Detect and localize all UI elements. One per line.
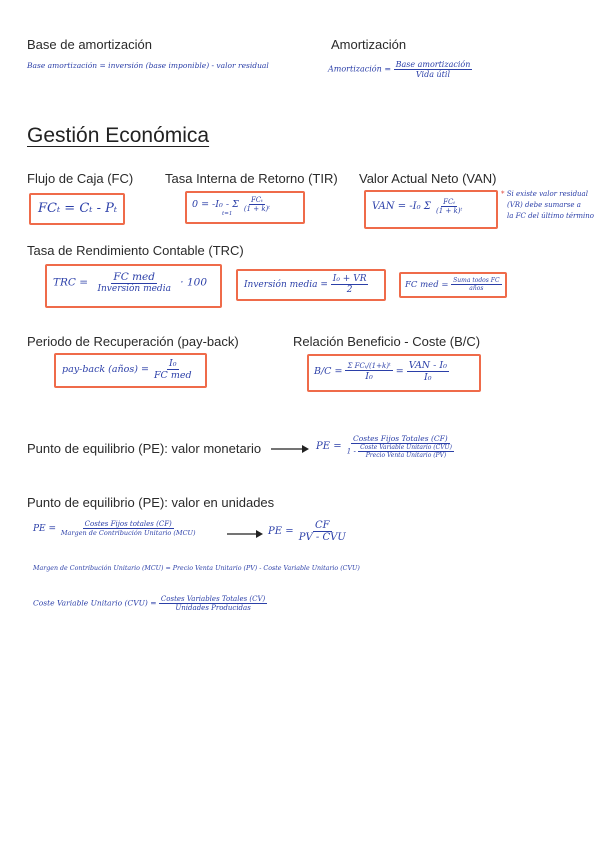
- fc-med-denominator: años: [469, 285, 484, 292]
- amortizacion-numerator: Base amortización: [395, 60, 471, 69]
- pe-unidades-lhs-2: PE =: [268, 526, 294, 537]
- pe-unidades-heading: Punto de equilibrio (PE): valor en unidades: [27, 495, 275, 510]
- trc-denominator: Inversión media: [97, 284, 171, 294]
- trc-lhs: TRC =: [53, 276, 89, 289]
- inversion-media-fraction: [331, 274, 369, 295]
- trc-fraction: [95, 271, 173, 294]
- arrow-right-icon-2: [226, 527, 264, 541]
- van-denominator: (1 + k)ᵗ: [436, 207, 463, 215]
- payback-denominator: FC med: [153, 370, 192, 381]
- payback-numerator: I₀: [168, 358, 177, 369]
- amortizacion-formula: [328, 60, 472, 79]
- pe-unidades-denominator: Margen de Contribución Unitario (MCU): [60, 529, 196, 537]
- pe-monetario-fraction: [345, 434, 456, 459]
- tir-lhs: 0 = -I₀ - Σ: [192, 199, 239, 210]
- payback-formula: [62, 358, 194, 381]
- trc-formula: [53, 271, 207, 294]
- pe-monetario-inner-denominator: Precio Venta Unitario (PV): [365, 452, 447, 459]
- trc-multiplier: · 100: [180, 276, 208, 289]
- fc-heading: Flujo de Caja (FC): [27, 171, 134, 186]
- amortizacion-fraction: [394, 60, 473, 79]
- payback-heading: Periodo de Recuperación (pay-back): [27, 334, 239, 349]
- arrow-right-icon: [270, 442, 310, 456]
- pe-monetario-inner-numerator: Coste Variable Unitario (CVU): [360, 444, 452, 451]
- cvu-lhs: Coste Variable Unitario (CVU) =: [33, 598, 157, 608]
- pe-monetario-denominator: [345, 444, 456, 459]
- tir-sum-index: t=1: [222, 211, 233, 217]
- pe-unidades-formula: [33, 520, 198, 537]
- pe-unidades-numerator-2: CF: [314, 520, 330, 531]
- fc-med-fraction: [451, 277, 501, 292]
- pe-monetario-heading: Punto de equilibrio (PE): valor monetario: [27, 441, 262, 456]
- payback-lhs: pay-back (años) =: [62, 364, 149, 375]
- amortizacion-heading: Amortización: [331, 37, 407, 52]
- inversion-media-denominator: 2: [346, 285, 353, 295]
- bc-fraction-2: [407, 360, 449, 383]
- payback-fraction: [152, 358, 194, 381]
- pe-unidades-fraction: [59, 520, 198, 537]
- pe-monetario-den-lead: 1 -: [346, 447, 356, 456]
- bc-numerator-2: VAN - I₀: [408, 360, 447, 371]
- fc-med-lhs: FC med =: [405, 280, 449, 290]
- trc-heading: Tasa de Rendimiento Contable (TRC): [27, 243, 244, 258]
- inversion-media-lhs: Inversión media =: [244, 280, 328, 290]
- amortizacion-lhs: Amortización =: [328, 64, 392, 74]
- bc-lhs: B/C =: [314, 366, 343, 377]
- bc-equals: =: [395, 366, 404, 377]
- bc-fraction: [345, 362, 392, 382]
- fc-formula: FCₜ = Cₜ - Pₜ: [38, 201, 118, 216]
- tir-numerator: FCₜ: [250, 196, 263, 204]
- pe-unidades-numerator: Costes Fijos totales (CF): [84, 520, 172, 528]
- bc-numerator: Σ FCₜ/(1+k)ᵗ: [347, 361, 391, 370]
- bc-formula: [314, 360, 449, 383]
- pe-unidades-fraction-2: [297, 520, 348, 543]
- note-star-icon: *: [501, 190, 505, 198]
- cvu-fraction: [159, 595, 267, 612]
- cvu-denominator: Unidades Producidas: [175, 604, 251, 612]
- base-amortizacion-formula: Base amortización = inversión (base imponible) - valor residual: [27, 61, 269, 70]
- bc-denominator-2: I₀: [424, 372, 432, 383]
- tir-fraction: [242, 196, 272, 213]
- inversion-media-numerator: I₀ + VR: [332, 274, 367, 284]
- pe-monetario-formula: [316, 434, 456, 459]
- van-note-line-2: (VR) debe sumarse a: [507, 201, 581, 209]
- fc-med-formula: [405, 277, 502, 292]
- van-fraction: [434, 198, 464, 215]
- tir-denominator: (1 + k)ᵗ: [243, 205, 271, 213]
- mcu-formula: Margen de Contribución Unitario (MCU) = Precio Venta Unitario (PV) - Coste Variable Unitario (CVU): [33, 565, 360, 572]
- fc-med-numerator: Suma todos FC: [453, 277, 500, 284]
- pe-unidades-denominator-2: PV - CVU: [298, 532, 346, 543]
- van-numerator: FCₜ: [443, 198, 456, 206]
- van-heading: Valor Actual Neto (VAN): [359, 171, 497, 186]
- page-title: Gestión Económica: [27, 124, 210, 147]
- tir-heading: Tasa Interna de Retorno (TIR): [165, 171, 338, 186]
- trc-numerator: FC med: [113, 271, 155, 283]
- van-formula: [372, 198, 464, 215]
- van-note: [501, 189, 594, 222]
- bc-denominator: I₀: [365, 370, 373, 382]
- van-lhs: VAN = -I₀ Σ: [372, 201, 431, 212]
- base-amortizacion-heading: Base de amortización: [27, 37, 153, 52]
- pe-monetario-inner-fraction: [358, 444, 454, 459]
- van-note-line-3: la FC del último término: [507, 212, 594, 220]
- inversion-media-formula: [244, 274, 368, 295]
- pe-monetario-numerator: Costes Fijos Totales (CF): [352, 434, 448, 443]
- amortizacion-denominator: Vida útil: [415, 70, 451, 79]
- cvu-formula: [33, 595, 267, 612]
- bc-heading: Relación Beneficio - Coste (B/C): [293, 334, 481, 349]
- pe-unidades-lhs: PE =: [33, 524, 57, 534]
- pe-monetario-lhs: PE =: [316, 441, 342, 452]
- cvu-numerator: Costes Variables Totales (CV): [160, 595, 266, 603]
- van-note-line-1: Si existe valor residual: [506, 190, 588, 198]
- pe-unidades-formula-2: [268, 520, 348, 543]
